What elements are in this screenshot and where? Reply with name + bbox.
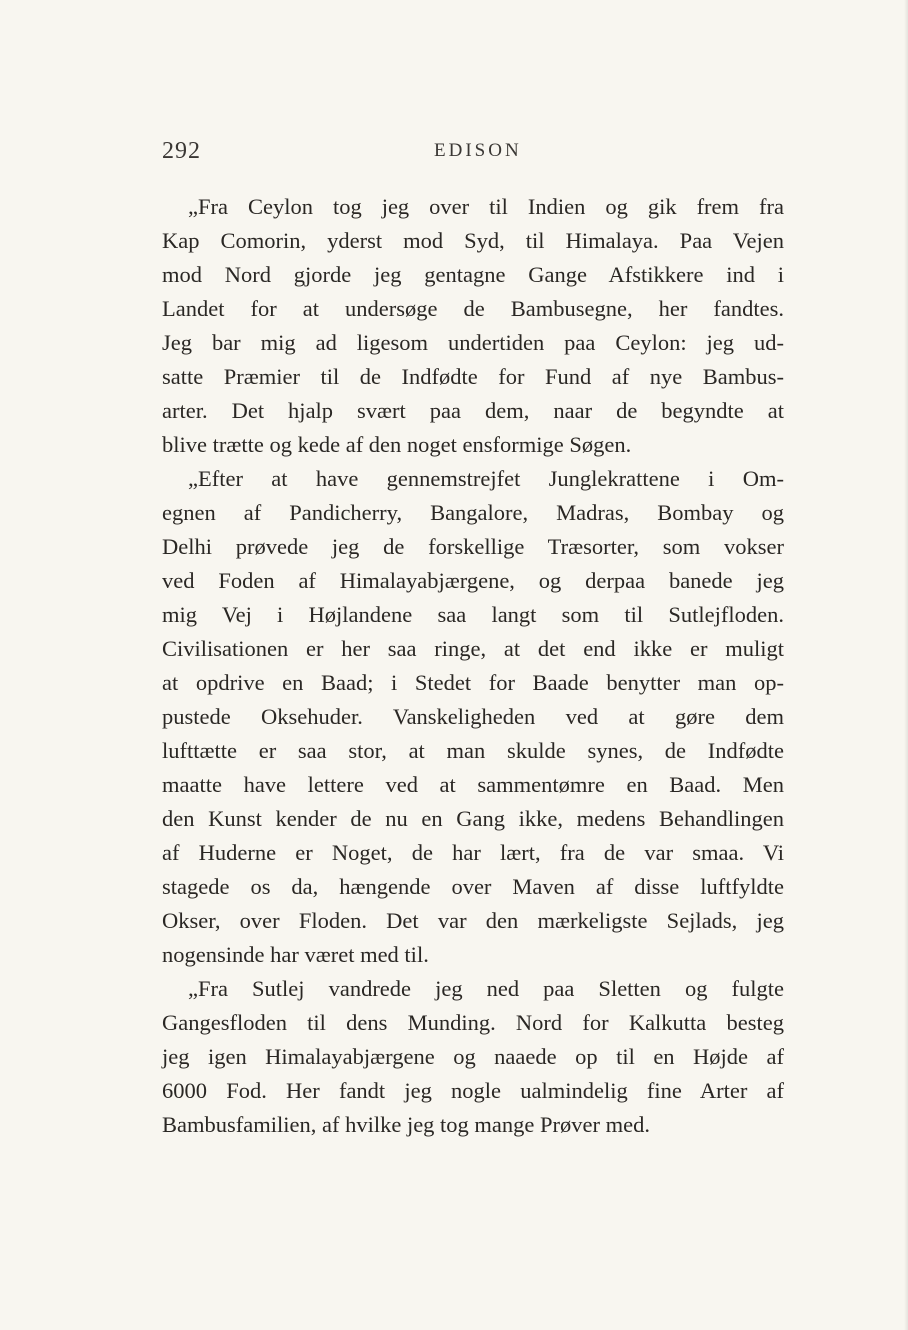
text-line: ved Foden af Himalayabjærgene, og derpaa banede jeg (162, 568, 784, 593)
page-header (162, 138, 784, 178)
text-line: Gangesfloden til dens Munding. Nord for Kalkutta besteg (162, 1010, 784, 1035)
text-line: Landet for at undersøge de Bambusegne, her fandtes. (162, 296, 784, 321)
text-line: arter. Det hjalp svært paa dem, naar de begyndte at (162, 398, 784, 423)
running-title: EDISON (434, 140, 522, 161)
text-line: mod Nord gjorde jeg gentagne Gange Afstikkere ind i (162, 262, 784, 287)
text-line: Bambusfamilien, af hvilke jeg tog mange Prøver med. (162, 1112, 651, 1137)
text-line: Okser, over Floden. Det var den mærkeligste Sejlads, jeg (162, 908, 784, 933)
text-line: mig Vej i Højlandene saa langt som til Sutlejfloden. (162, 602, 784, 627)
text-line: „Fra Sutlej vandrede jeg ned paa Sletten og fulgte (188, 976, 784, 1001)
page-number: 292 (162, 138, 201, 164)
text-line: Delhi prøvede jeg de forskellige Træsorter, som vokser (162, 534, 784, 559)
text-line: blive trætte og kede af den noget ensformige Søgen. (162, 432, 632, 457)
text-line: „Fra Ceylon tog jeg over til Indien og gik frem fra (188, 194, 784, 219)
page-edge-shadow (904, 0, 908, 1330)
text-line: lufttætte er saa stor, at man skulde synes, de Indfødte (162, 738, 784, 763)
text-line: pustede Oksehuder. Vanskeligheden ved at gøre dem (162, 704, 784, 729)
text-line: egnen af Pandicherry, Bangalore, Madras, Bombay og (162, 500, 784, 525)
text-line: „Efter at have gennemstrejfet Junglekrattene i Om- (188, 466, 784, 491)
text-line: stagede os da, hængende over Maven af disse luftfyldte (162, 874, 784, 899)
paragraph-2 (162, 462, 784, 972)
text-line: nogensinde har været med til. (162, 942, 429, 967)
text-line: Kap Comorin, yderst mod Syd, til Himalaya. Paa Vejen (162, 228, 784, 253)
text-line: Civilisationen er her saa ringe, at det end ikke er muligt (162, 636, 784, 661)
text-line: satte Præmier til de Indfødte for Fund af nye Bambus- (162, 364, 784, 389)
text-line: af Huderne er Noget, de har lært, fra de var smaa. Vi (162, 840, 784, 865)
paragraph-1 (162, 190, 784, 462)
text-line: 6000 Fod. Her fandt jeg nogle ualmindelig fine Arter af (162, 1078, 784, 1103)
text-line: jeg igen Himalayabjærgene og naaede op til en Højde af (162, 1044, 784, 1069)
text-line: at opdrive en Baad; i Stedet for Baade benytter man op- (162, 670, 784, 695)
text-line: maatte have lettere ved at sammentømre en Baad. Men (162, 772, 784, 797)
text-line: Jeg bar mig ad ligesom undertiden paa Ceylon: jeg ud- (162, 330, 784, 355)
body-text (162, 190, 784, 1142)
text-line: den Kunst kender de nu en Gang ikke, medens Behandlingen (162, 806, 784, 831)
paragraph-3 (162, 972, 784, 1142)
